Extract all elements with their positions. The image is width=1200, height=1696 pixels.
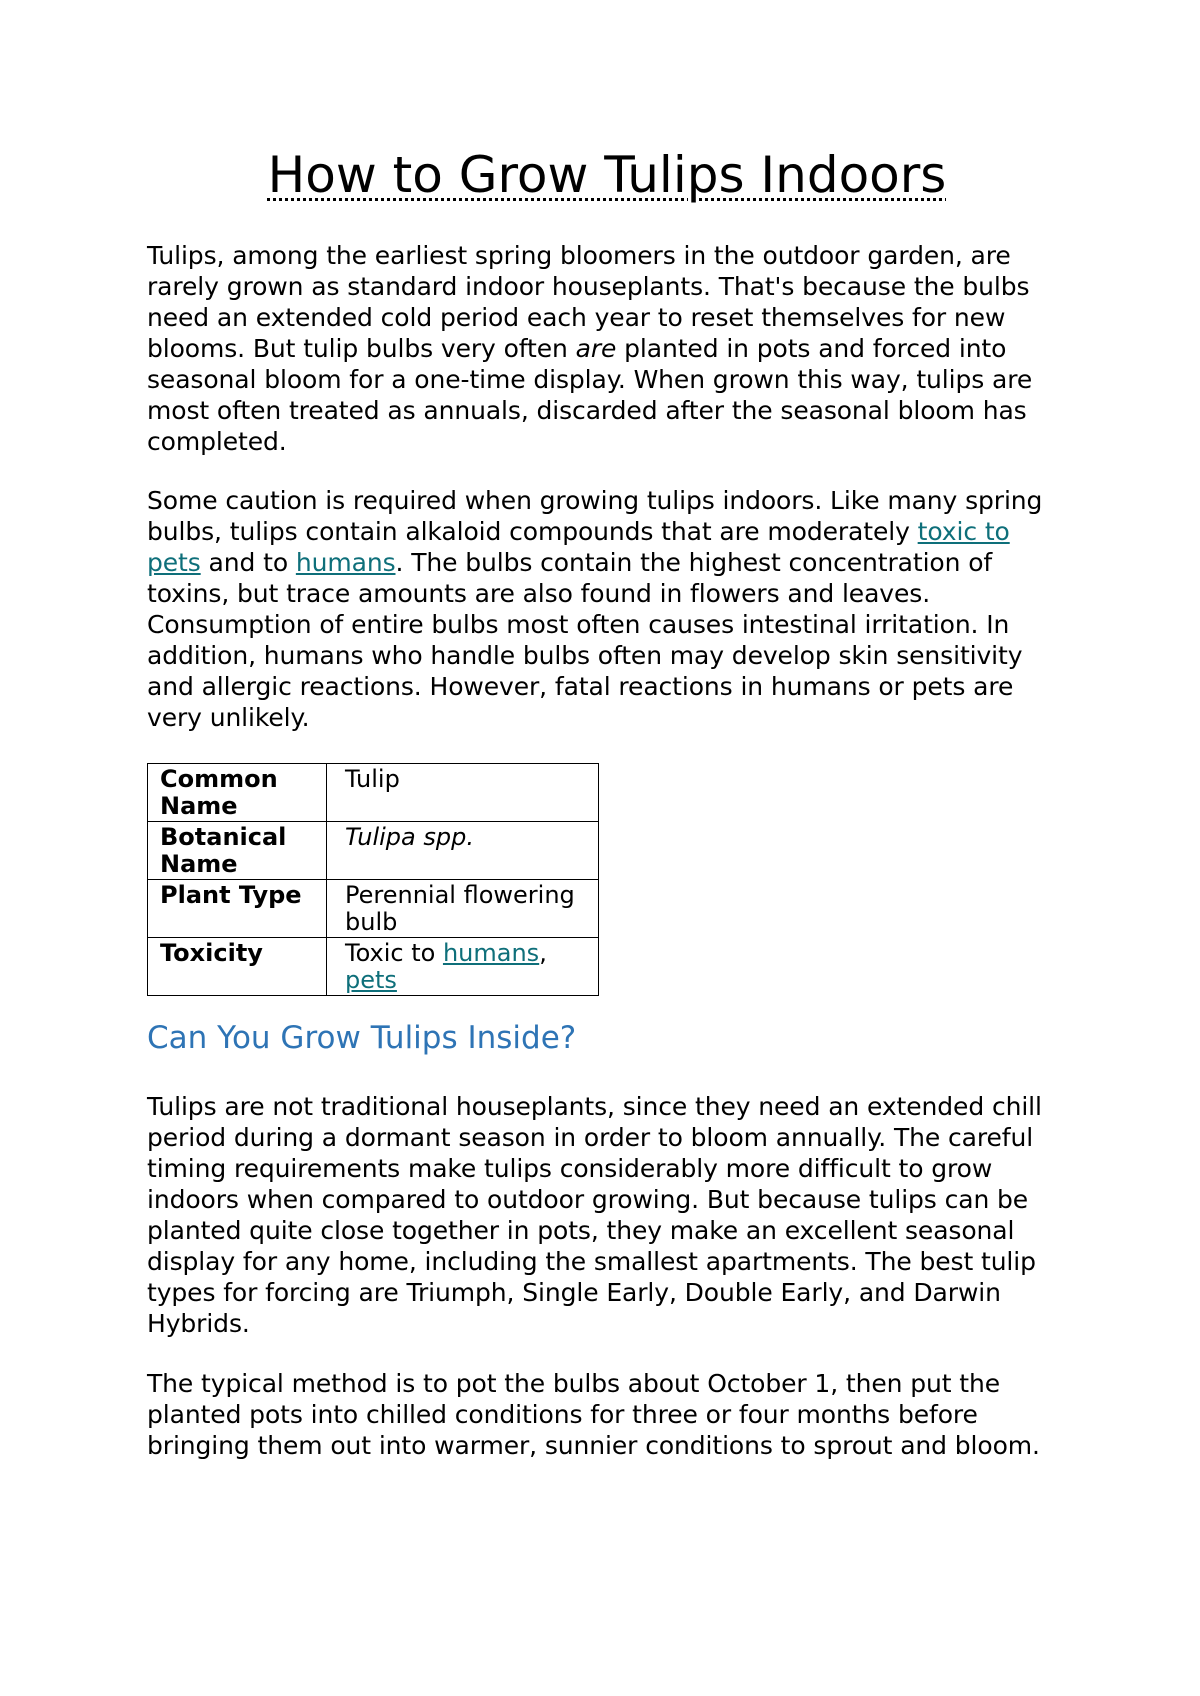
- section-paragraph-2: The typical method is to pot the bulbs about October 1, then put the planted pots into chilled conditions for three or four months before bringing them out into warmer, sunnier conditions to sprout and bloom.: [147, 1369, 1040, 1460]
- toxicity-label: Toxicity: [148, 938, 327, 996]
- botanical-name-value: [327, 822, 599, 880]
- intro-paragraph: [147, 240, 1067, 457]
- page-title-text: How to Grow Tulips Indoors: [267, 146, 947, 204]
- common-name-label: Common Name: [148, 764, 327, 822]
- page-title: [147, 144, 1067, 206]
- toxicity-pets-link[interactable]: pets: [345, 966, 397, 994]
- table-row: [148, 764, 599, 822]
- caution-text-1: Some caution is required when growing tulips indoors. Like many spring bulbs, tulips contain alkaloid compounds that are moderately: [147, 486, 1043, 546]
- section-heading: Can You Grow Tulips Inside?: [147, 1020, 577, 1056]
- intro-text-1: Tulips, among the earliest spring bloomers in the outdoor garden, are rarely grown as standard indoor houseplants. That's because the bulbs need an extended cold period each year to reset themselves for new blooms. But tulip bulbs very often: [147, 241, 1030, 363]
- table-row: [148, 880, 599, 938]
- toxicity-separator: ,: [539, 939, 547, 967]
- caution-text-3: . The bulbs contain the highest concentration of toxins, but trace amounts are also found in flowers and leaves. Consumption of entire bulbs most often causes intestinal irritation. In addition, humans who handle bulbs often may develop skin sensitivity and allergic reactions. However, fatal reactions in humans or pets are very unlikely.: [147, 548, 1023, 732]
- humans-link[interactable]: humans: [295, 548, 396, 577]
- intro-text-2: planted in pots and forced into seasonal bloom for a one-time display. When grown this way, tulips are most often treated as annuals, discarded after the seasonal bloom has completed.: [147, 334, 1033, 456]
- toxic-to-pets-link[interactable]: toxic to pets: [147, 517, 1010, 577]
- common-name-value: Tulip: [327, 764, 599, 822]
- toxicity-humans-link[interactable]: humans: [442, 939, 540, 967]
- caution-paragraph: [147, 485, 1067, 733]
- caution-text-2: and to: [200, 548, 296, 577]
- table-row: [148, 938, 599, 996]
- botanical-name-text: Tulipa spp.: [345, 823, 474, 851]
- table-row: [148, 822, 599, 880]
- plant-type-label: Plant Type: [148, 880, 327, 938]
- toxicity-prefix: Toxic to: [345, 939, 443, 967]
- intro-emphasis: are: [575, 334, 617, 363]
- botanical-name-label: Botanical Name: [148, 822, 327, 880]
- plant-facts-table: [147, 763, 599, 996]
- plant-type-value: Perennial flowering bulb: [327, 880, 599, 938]
- toxicity-value: [327, 938, 599, 996]
- section-paragraph-1: Tulips are not traditional houseplants, since they need an extended chill period during a dormant season in order to bloom annually. The careful timing requirements make tulips considerably more difficult to grow indoors when compared to outdoor growing. But because tulips can be planted quite close together in pots, they make an excellent seasonal display for any home, including the smallest apartments. The best tulip types for forcing are Triumph, Single Early, Double Early, and Darwin Hybrids.: [147, 1092, 1042, 1338]
